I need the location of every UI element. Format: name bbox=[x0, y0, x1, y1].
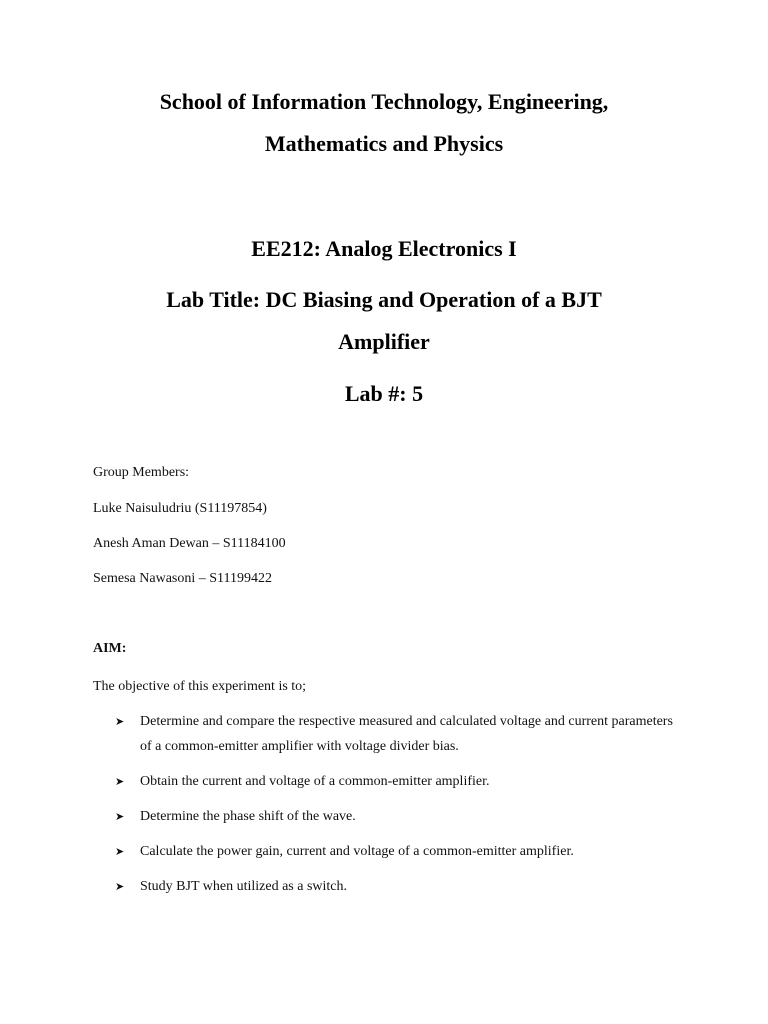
group-members-label: Group Members: bbox=[93, 465, 190, 480]
objective-item-5 bbox=[115, 874, 675, 899]
objective-item-4 bbox=[115, 839, 675, 864]
course-title: EE212: Analog Electronics I bbox=[251, 236, 517, 261]
objective-text: Study BJT when utilized as a switch. bbox=[140, 879, 347, 894]
group-member-1: Luke Naisuludriu (S11197854) bbox=[93, 501, 267, 516]
group-member-3: Semesa Nawasoni – S11199422 bbox=[93, 571, 272, 586]
objective-text: Calculate the power gain, current and voltage of a common-emitter amplifier. bbox=[140, 844, 574, 859]
objective-item-1 bbox=[115, 709, 675, 759]
objective-text: Determine the phase shift of the wave. bbox=[140, 809, 356, 824]
school-name-line1: School of Information Technology, Engineering, bbox=[159, 89, 609, 114]
objective-text: Obtain the current and voltage of a common-emitter amplifier. bbox=[140, 774, 490, 789]
lab-title-line1: Lab Title: DC Biasing and Operation of a BJT bbox=[166, 287, 602, 312]
group-member-2: Anesh Aman Dewan – S11184100 bbox=[93, 536, 286, 551]
arrow-bullet-icon: ➤ bbox=[115, 880, 125, 893]
objective-item-3 bbox=[115, 804, 675, 829]
lab-number: Lab #: 5 bbox=[344, 381, 424, 406]
arrow-bullet-icon: ➤ bbox=[115, 810, 125, 823]
lab-title-line2: Amplifier bbox=[338, 329, 430, 354]
aim-intro: The objective of this experiment is to; bbox=[93, 679, 307, 694]
aim-label: AIM: bbox=[93, 641, 127, 656]
school-name-line2: Mathematics and Physics bbox=[264, 131, 504, 156]
objective-text: Determine and compare the respective measured and calculated voltage and current parameters of a common-emitter amplifier with voltage divider bias. bbox=[140, 714, 673, 754]
arrow-bullet-icon: ➤ bbox=[115, 845, 125, 858]
arrow-bullet-icon: ➤ bbox=[115, 775, 125, 788]
objective-item-2 bbox=[115, 769, 675, 794]
arrow-bullet-icon: ➤ bbox=[115, 715, 125, 728]
